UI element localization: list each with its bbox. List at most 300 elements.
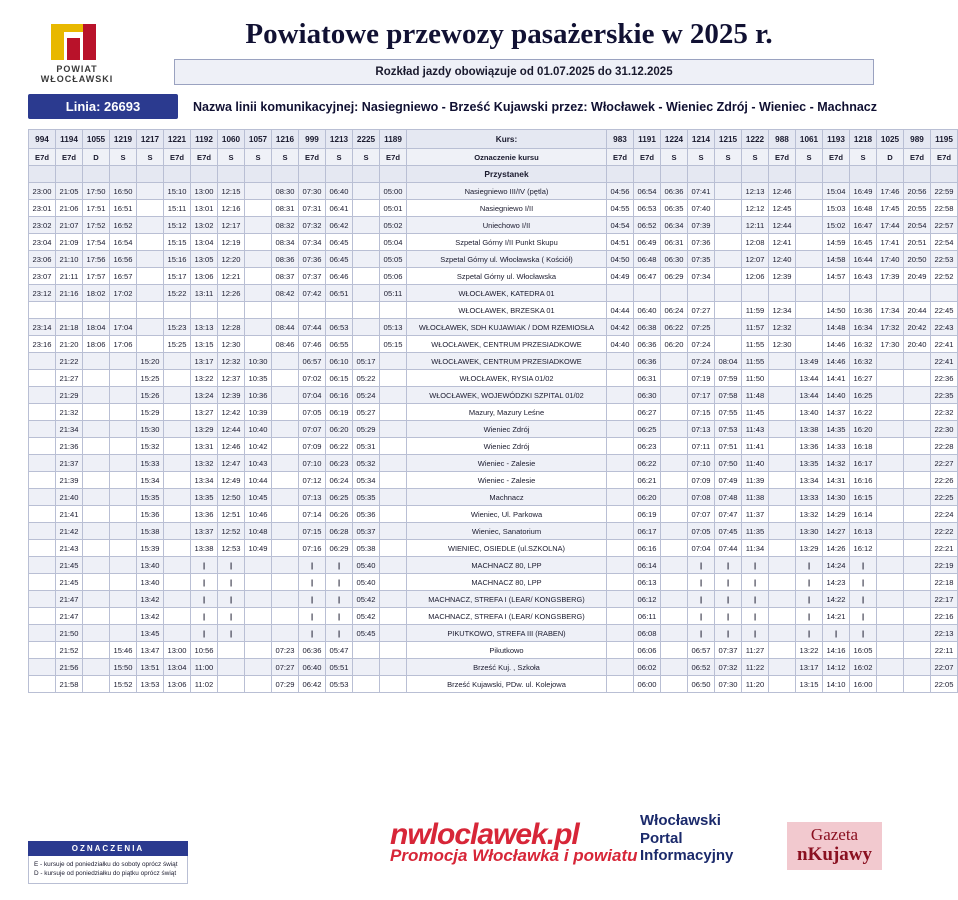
departure-time <box>245 183 272 200</box>
departure-time: 07:41 <box>688 183 715 200</box>
departure-time: 06:21 <box>634 472 661 489</box>
departure-time: 21:40 <box>56 489 83 506</box>
departure-time: | <box>191 574 218 591</box>
course-number: 1189 <box>380 130 407 149</box>
departure-time: 22:25 <box>931 489 958 506</box>
departure-time: 06:49 <box>634 234 661 251</box>
departure-time: 05:37 <box>353 523 380 540</box>
departure-time <box>218 676 245 693</box>
departure-time: 04:42 <box>607 319 634 336</box>
departure-time: 22:35 <box>931 387 958 404</box>
departure-time: 22:18 <box>931 574 958 591</box>
departure-time: 22:32 <box>931 404 958 421</box>
departure-time <box>29 574 56 591</box>
departure-time <box>245 200 272 217</box>
departure-time: 15:25 <box>164 336 191 353</box>
departure-time: 12:40 <box>769 251 796 268</box>
departure-time <box>353 659 380 676</box>
departure-time: 06:53 <box>634 200 661 217</box>
departure-time <box>164 489 191 506</box>
departure-time: 12:20 <box>218 251 245 268</box>
departure-time <box>769 676 796 693</box>
departure-time: 07:27 <box>272 659 299 676</box>
departure-time <box>715 234 742 251</box>
departure-time <box>83 540 110 557</box>
departure-time: 14:57 <box>823 268 850 285</box>
departure-time: 11:50 <box>742 370 769 387</box>
departure-time <box>769 591 796 608</box>
departure-time <box>904 676 931 693</box>
departure-time: 06:23 <box>326 455 353 472</box>
departure-time: 15:03 <box>823 200 850 217</box>
table-row <box>29 659 958 676</box>
departure-time: 06:55 <box>326 336 353 353</box>
departure-time <box>353 183 380 200</box>
departure-time: 07:34 <box>688 268 715 285</box>
departure-time <box>769 540 796 557</box>
course-mark: S <box>742 149 769 166</box>
departure-time: 20:50 <box>904 251 931 268</box>
departure-time <box>661 370 688 387</box>
departure-time: 21:07 <box>56 217 83 234</box>
departure-time: 16:47 <box>850 217 877 234</box>
departure-time <box>83 523 110 540</box>
departure-time: 05:01 <box>380 200 407 217</box>
table-row <box>29 302 958 319</box>
departure-time: 08:30 <box>272 183 299 200</box>
departure-time: 08:31 <box>272 200 299 217</box>
line-number-badge: Linia: 26693 <box>28 94 178 119</box>
departure-time: 13:32 <box>191 455 218 472</box>
departure-time: 13:13 <box>191 319 218 336</box>
departure-time <box>661 557 688 574</box>
departure-time <box>245 625 272 642</box>
departure-time <box>164 540 191 557</box>
departure-time <box>137 336 164 353</box>
departure-time: 12:49 <box>218 472 245 489</box>
departure-time: 22:57 <box>931 217 958 234</box>
departure-time <box>83 421 110 438</box>
departure-time: 05:00 <box>380 183 407 200</box>
departure-time: 05:15 <box>380 336 407 353</box>
departure-time <box>380 438 407 455</box>
departure-time: 14:22 <box>823 591 850 608</box>
departure-time <box>607 540 634 557</box>
departure-time <box>353 676 380 693</box>
departure-time <box>353 200 380 217</box>
departure-time <box>769 404 796 421</box>
departure-time: 06:22 <box>326 438 353 455</box>
departure-time: 04:55 <box>607 200 634 217</box>
departure-time: 13:38 <box>796 421 823 438</box>
departure-time: 14:30 <box>823 489 850 506</box>
departure-time: 05:42 <box>353 591 380 608</box>
departure-time: 15:22 <box>164 285 191 302</box>
departure-time: 15:29 <box>137 404 164 421</box>
departure-time: 05:29 <box>353 421 380 438</box>
departure-time <box>110 523 137 540</box>
departure-time: 13:35 <box>796 455 823 472</box>
departure-time <box>29 642 56 659</box>
departure-time: 07:30 <box>715 676 742 693</box>
departure-time: 16:20 <box>850 421 877 438</box>
departure-time: 06:40 <box>634 302 661 319</box>
spacer-cell <box>688 166 715 183</box>
departure-time <box>110 557 137 574</box>
departure-time: | <box>715 625 742 642</box>
stop-name: Wieniec, Ul. Parkowa <box>407 506 607 523</box>
departure-time: 13:40 <box>137 557 164 574</box>
course-mark: S <box>796 149 823 166</box>
departure-time <box>607 523 634 540</box>
stop-name: Pikutkowo <box>407 642 607 659</box>
watermark-portal-line1: Włocławski <box>640 812 721 830</box>
departure-time: | <box>218 591 245 608</box>
departure-time: 16:56 <box>110 251 137 268</box>
departure-time: 21:56 <box>56 659 83 676</box>
departure-time: 13:06 <box>164 676 191 693</box>
departure-time <box>904 489 931 506</box>
departure-time: 07:07 <box>688 506 715 523</box>
departure-time <box>715 302 742 319</box>
course-mark: S <box>715 149 742 166</box>
departure-time: 13:42 <box>137 608 164 625</box>
departure-time: 16:02 <box>850 659 877 676</box>
departure-time: 07:40 <box>688 200 715 217</box>
departure-time: 06:36 <box>634 353 661 370</box>
departure-time <box>715 336 742 353</box>
course-number: 1219 <box>110 130 137 149</box>
departure-time: 12:11 <box>742 217 769 234</box>
departure-time <box>380 523 407 540</box>
departure-time: | <box>850 557 877 574</box>
departure-time: 12:30 <box>769 336 796 353</box>
departure-time: | <box>796 608 823 625</box>
departure-time: 04:49 <box>607 268 634 285</box>
departure-time: 16:48 <box>850 200 877 217</box>
departure-time: 05:53 <box>326 676 353 693</box>
departure-time: 22:22 <box>931 523 958 540</box>
departure-time: 16:32 <box>850 336 877 353</box>
departure-time <box>661 353 688 370</box>
course-mark: E7d <box>380 149 407 166</box>
departure-time <box>904 506 931 523</box>
departure-time <box>607 421 634 438</box>
departure-time: 20:49 <box>904 268 931 285</box>
departure-time: | <box>688 608 715 625</box>
departure-time <box>904 455 931 472</box>
watermark-gazeta <box>787 822 882 870</box>
departure-time: 18:02 <box>83 285 110 302</box>
departure-time: 07:09 <box>688 472 715 489</box>
departure-time: 13:47 <box>137 642 164 659</box>
departure-time: 23:02 <box>29 217 56 234</box>
departure-time: 07:32 <box>299 217 326 234</box>
departure-time: 11:45 <box>742 404 769 421</box>
departure-time: 05:40 <box>353 557 380 574</box>
legend-line: E - kursuje od poniedziałku do soboty oprócz świąt <box>34 860 178 868</box>
departure-time <box>380 421 407 438</box>
departure-time: 05:22 <box>353 370 380 387</box>
page-title: Powiatowe przewozy pasażerskie w 2025 r. <box>245 18 773 50</box>
departure-time: 22:07 <box>931 659 958 676</box>
logo-text-line1: POWIAT <box>56 64 98 74</box>
departure-time <box>715 251 742 268</box>
departure-time: 22:26 <box>931 472 958 489</box>
course-number: 989 <box>904 130 931 149</box>
table-row <box>29 676 958 693</box>
departure-time <box>29 455 56 472</box>
departure-time: 06:30 <box>634 387 661 404</box>
departure-time: 17:56 <box>83 251 110 268</box>
departure-time: 15:32 <box>137 438 164 455</box>
departure-time: 05:06 <box>380 268 407 285</box>
departure-time: 12:26 <box>218 285 245 302</box>
departure-time <box>661 489 688 506</box>
departure-time: 21:29 <box>56 387 83 404</box>
departure-time <box>29 625 56 642</box>
departure-time: 14:46 <box>823 353 850 370</box>
departure-time: 14:23 <box>823 574 850 591</box>
course-mark: S <box>110 149 137 166</box>
departure-time: 07:47 <box>715 506 742 523</box>
departure-time <box>904 642 931 659</box>
departure-time: 12:53 <box>218 540 245 557</box>
departure-time: 08:42 <box>272 285 299 302</box>
departure-time: 17:51 <box>83 200 110 217</box>
table-row <box>29 353 958 370</box>
departure-time: 05:13 <box>380 319 407 336</box>
departure-time <box>83 302 110 319</box>
departure-time: | <box>326 574 353 591</box>
departure-time: 20:56 <box>904 183 931 200</box>
departure-time <box>353 234 380 251</box>
departure-time: 12:16 <box>218 200 245 217</box>
departure-time: 12:15 <box>218 183 245 200</box>
departure-time <box>661 523 688 540</box>
departure-time: 17:32 <box>877 319 904 336</box>
stop-name: WIENIEC, OSIEDLE (ul.SZKOLNA) <box>407 540 607 557</box>
departure-time <box>877 642 904 659</box>
course-number: 1215 <box>715 130 742 149</box>
departure-time: 17:30 <box>877 336 904 353</box>
spacer-cell <box>850 166 877 183</box>
departure-time <box>607 353 634 370</box>
departure-time: 05:02 <box>380 217 407 234</box>
departure-time: 23:14 <box>29 319 56 336</box>
departure-time <box>904 625 931 642</box>
departure-time: 14:12 <box>823 659 850 676</box>
course-mark: E7d <box>904 149 931 166</box>
spacer-cell <box>742 166 769 183</box>
departure-time: 23:01 <box>29 200 56 217</box>
departure-time <box>715 319 742 336</box>
departure-time: 11:40 <box>742 455 769 472</box>
departure-time: 07:49 <box>715 472 742 489</box>
departure-time: 20:55 <box>904 200 931 217</box>
departure-time: 14:31 <box>823 472 850 489</box>
departure-time: | <box>191 625 218 642</box>
departure-time: 22:54 <box>931 234 958 251</box>
departure-time: 06:00 <box>634 676 661 693</box>
departure-time: 10:36 <box>245 387 272 404</box>
departure-time <box>110 370 137 387</box>
table-row <box>29 608 958 625</box>
departure-time: 06:52 <box>688 659 715 676</box>
timetable-wrapper <box>28 129 954 693</box>
departure-time: | <box>299 574 326 591</box>
departure-time: 13:01 <box>191 200 218 217</box>
course-mark: S <box>688 149 715 166</box>
departure-time: 16:22 <box>850 404 877 421</box>
departure-time: 22:19 <box>931 557 958 574</box>
departure-time: 06:53 <box>326 319 353 336</box>
departure-time: 05:45 <box>353 625 380 642</box>
course-number: 1057 <box>245 130 272 149</box>
departure-time <box>353 268 380 285</box>
departure-time <box>83 472 110 489</box>
departure-time <box>877 591 904 608</box>
watermark-nwloclawek <box>390 818 638 866</box>
course-number: 1193 <box>823 130 850 149</box>
departure-time: 12:13 <box>742 183 769 200</box>
departure-time: 08:36 <box>272 251 299 268</box>
departure-time: 07:44 <box>715 540 742 557</box>
departure-time: 05:31 <box>353 438 380 455</box>
departure-time: 21:11 <box>56 268 83 285</box>
departure-time: 15:16 <box>164 251 191 268</box>
departure-time: 22:58 <box>931 200 958 217</box>
departure-time: 22:16 <box>931 608 958 625</box>
departure-time: 11:37 <box>742 506 769 523</box>
departure-time: 11:22 <box>742 659 769 676</box>
departure-time <box>661 676 688 693</box>
watermark-portal <box>640 812 733 864</box>
departure-time <box>607 659 634 676</box>
departure-time <box>83 506 110 523</box>
departure-time <box>272 404 299 421</box>
departure-time <box>904 540 931 557</box>
departure-time: 12:34 <box>769 302 796 319</box>
spacer-cell <box>299 166 326 183</box>
departure-time: 07:24 <box>688 336 715 353</box>
departure-time: 12:46 <box>769 183 796 200</box>
spacer-cell <box>796 166 823 183</box>
departure-time <box>661 387 688 404</box>
table-row <box>29 506 958 523</box>
departure-time <box>715 183 742 200</box>
departure-time <box>661 404 688 421</box>
departure-time: 05:11 <box>380 285 407 302</box>
departure-time: 15:50 <box>110 659 137 676</box>
departure-time: 16:36 <box>850 302 877 319</box>
departure-time <box>353 336 380 353</box>
departure-time: 07:02 <box>299 370 326 387</box>
table-row <box>29 336 958 353</box>
departure-time: 21:36 <box>56 438 83 455</box>
departure-time <box>904 421 931 438</box>
departure-time: 22:05 <box>931 676 958 693</box>
course-number: 999 <box>299 130 326 149</box>
watermark-nwloclawek-title: nwloclawek.pl <box>390 818 579 851</box>
departure-time: 07:55 <box>715 404 742 421</box>
departure-time <box>29 540 56 557</box>
departure-time: 17:46 <box>877 183 904 200</box>
table-row <box>29 421 958 438</box>
departure-time <box>272 370 299 387</box>
departure-time: 13:31 <box>191 438 218 455</box>
stop-name: Uniechowo I/II <box>407 217 607 234</box>
departure-time: 12:32 <box>769 319 796 336</box>
departure-time: 05:32 <box>353 455 380 472</box>
departure-time: 16:49 <box>850 183 877 200</box>
departure-time <box>607 557 634 574</box>
departure-time: 21:47 <box>56 591 83 608</box>
departure-time: 23:12 <box>29 285 56 302</box>
departure-time: 06:20 <box>634 489 661 506</box>
departure-time <box>661 608 688 625</box>
departure-time <box>29 353 56 370</box>
departure-time: 17:54 <box>83 234 110 251</box>
spacer-cell <box>661 166 688 183</box>
departure-time: 16:50 <box>110 183 137 200</box>
course-mark: E7d <box>769 149 796 166</box>
stop-name: MACHNACZ, STREFA I (LEAR/ KONGSBERG) <box>407 608 607 625</box>
departure-time: 11:43 <box>742 421 769 438</box>
departure-time <box>769 557 796 574</box>
departure-time <box>380 557 407 574</box>
departure-time: 10:39 <box>245 404 272 421</box>
departure-time: 13:34 <box>191 472 218 489</box>
departure-time: 23:00 <box>29 183 56 200</box>
course-mark: S <box>218 149 245 166</box>
watermark-gazeta-line2: nKujawy <box>797 844 872 866</box>
departure-time: 08:46 <box>272 336 299 353</box>
departure-time: | <box>715 591 742 608</box>
course-number: 1218 <box>850 130 877 149</box>
departure-time: 22:59 <box>931 183 958 200</box>
przystanek-header: Przystanek <box>407 166 607 183</box>
departure-time <box>877 574 904 591</box>
departure-time: | <box>823 625 850 642</box>
departure-time: 07:50 <box>715 455 742 472</box>
departure-time <box>769 370 796 387</box>
departure-time: 06:41 <box>326 200 353 217</box>
stop-name: WŁOCŁAWEK, BRZESKA 01 <box>407 302 607 319</box>
departure-time <box>607 489 634 506</box>
departure-time: 15:20 <box>137 353 164 370</box>
course-mark: E7d <box>29 149 56 166</box>
departure-time <box>29 404 56 421</box>
departure-time <box>272 489 299 506</box>
spacer-cell <box>29 166 56 183</box>
departure-time: 13:33 <box>796 489 823 506</box>
departure-time <box>164 506 191 523</box>
departure-time: 13:40 <box>796 404 823 421</box>
departure-time: 16:32 <box>850 353 877 370</box>
departure-time: 15:36 <box>137 506 164 523</box>
departure-time: 13:17 <box>191 353 218 370</box>
departure-time: 04:44 <box>607 302 634 319</box>
departure-time <box>607 285 634 302</box>
departure-time: | <box>191 608 218 625</box>
departure-time: 07:39 <box>688 217 715 234</box>
departure-time <box>796 251 823 268</box>
departure-time: | <box>850 591 877 608</box>
departure-time: 16:00 <box>850 676 877 693</box>
departure-time: 13:15 <box>191 336 218 353</box>
departure-time: 06:29 <box>661 268 688 285</box>
